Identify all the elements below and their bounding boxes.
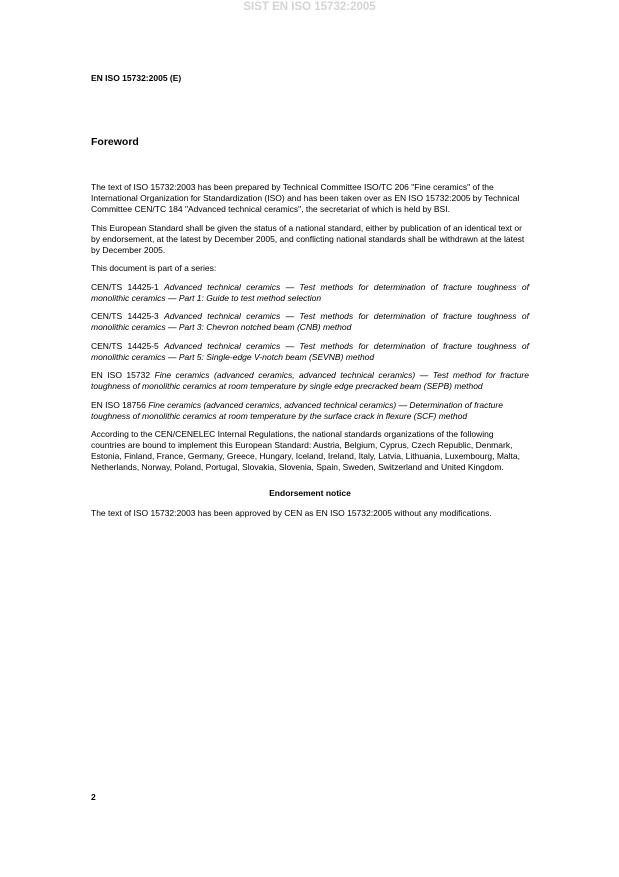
series-title: Advanced technical ceramics — Test methods for determination of fracture toughness of monolithic ceramics — Part 5: Single-edge V-notch beam (SEVNB) method [91,340,529,362]
series-code: CEN/TS 14425-3 [91,311,159,321]
series-code: CEN/TS 14425-5 [91,340,159,351]
series-item-2 [91,311,529,333]
series-title: Fine ceramics (advanced ceramics, advanced technical ceramics) — Test method for fracture toughness of monolithic ceramics at room temperature by single edge precracked beam (SEPB) method [91,370,529,391]
series-item-4 [91,370,529,392]
watermark: SIST EN ISO 15732:2005 [243,1,376,13]
series-item-1 [91,282,529,304]
foreword-paragraph-2: This European Standard shall be given the status of a national standard, either by publication of an identical text or by endorsement, at the latest by December 2005, and conflicting national standards shall be withdrawn at the latest by December 2005. [91,222,525,255]
foreword-body [91,182,529,527]
foreword-paragraph-3: This document is part of a series: [91,263,217,273]
series-code: EN ISO 15732 [91,370,151,380]
series-code: EN ISO 18756 [91,399,146,410]
foreword-paragraph-1: The text of ISO 15732:2003 has been prepared by Technical Committee ISO/TC 206 "Fine ceramics" of the International Organization for Standardization (ISO) and has been taken over as EN ISO 15732:2005 by Technical Committee CEN/TC 184 "Advanced technical ceramics", the secretariat of which is held by BSI. [91,182,520,214]
series-code: CEN/TS 14425-1 [91,281,159,292]
endorsement-heading: Endorsement notice [269,488,351,498]
page-number: 2 [91,792,96,802]
series-title: Advanced technical ceramics — Test methods for determination of fracture toughness of monolithic ceramics — Part 1: Guide to test method selection [91,281,529,303]
endorsement-text: The text of ISO 15732:2003 has been approved by CEN as EN ISO 15732:2005 without any modifications. [91,508,492,518]
series-item-5 [91,400,529,422]
series-title: Advanced technical ceramics — Test methods for determination of fracture toughness of monolithic ceramics — Part 3: Chevron notched beam (CNB) method [91,311,529,332]
foreword-heading: Foreword [91,136,139,148]
foreword-paragraph-4: According to the CEN/CENELEC Internal Regulations, the national standards organizations of the following countries are bound to implement this European Standard: Austria, Belgium, Cyprus, Czech Republic, Denmark, Estonia, Finland, France, Germany, Greece, Hungary, Iceland, Ireland, Italy, Latvia, Lithuania, Luxembourg, Malta, Netherlands, Norway, Poland, Portugal, Slovakia, Slovenia, Spain, Sweden, Switzerland and United Kingdom. [91,429,520,472]
series-title: Fine ceramics (advanced ceramics, advanced technical ceramics) — Determination of fracture toughness of monolithic ceramics at room temperature by the surface crack in flexure (SCF) method [91,399,503,421]
series-item-3 [91,341,529,363]
document-code: EN ISO 15732:2005 (E) [91,73,182,83]
